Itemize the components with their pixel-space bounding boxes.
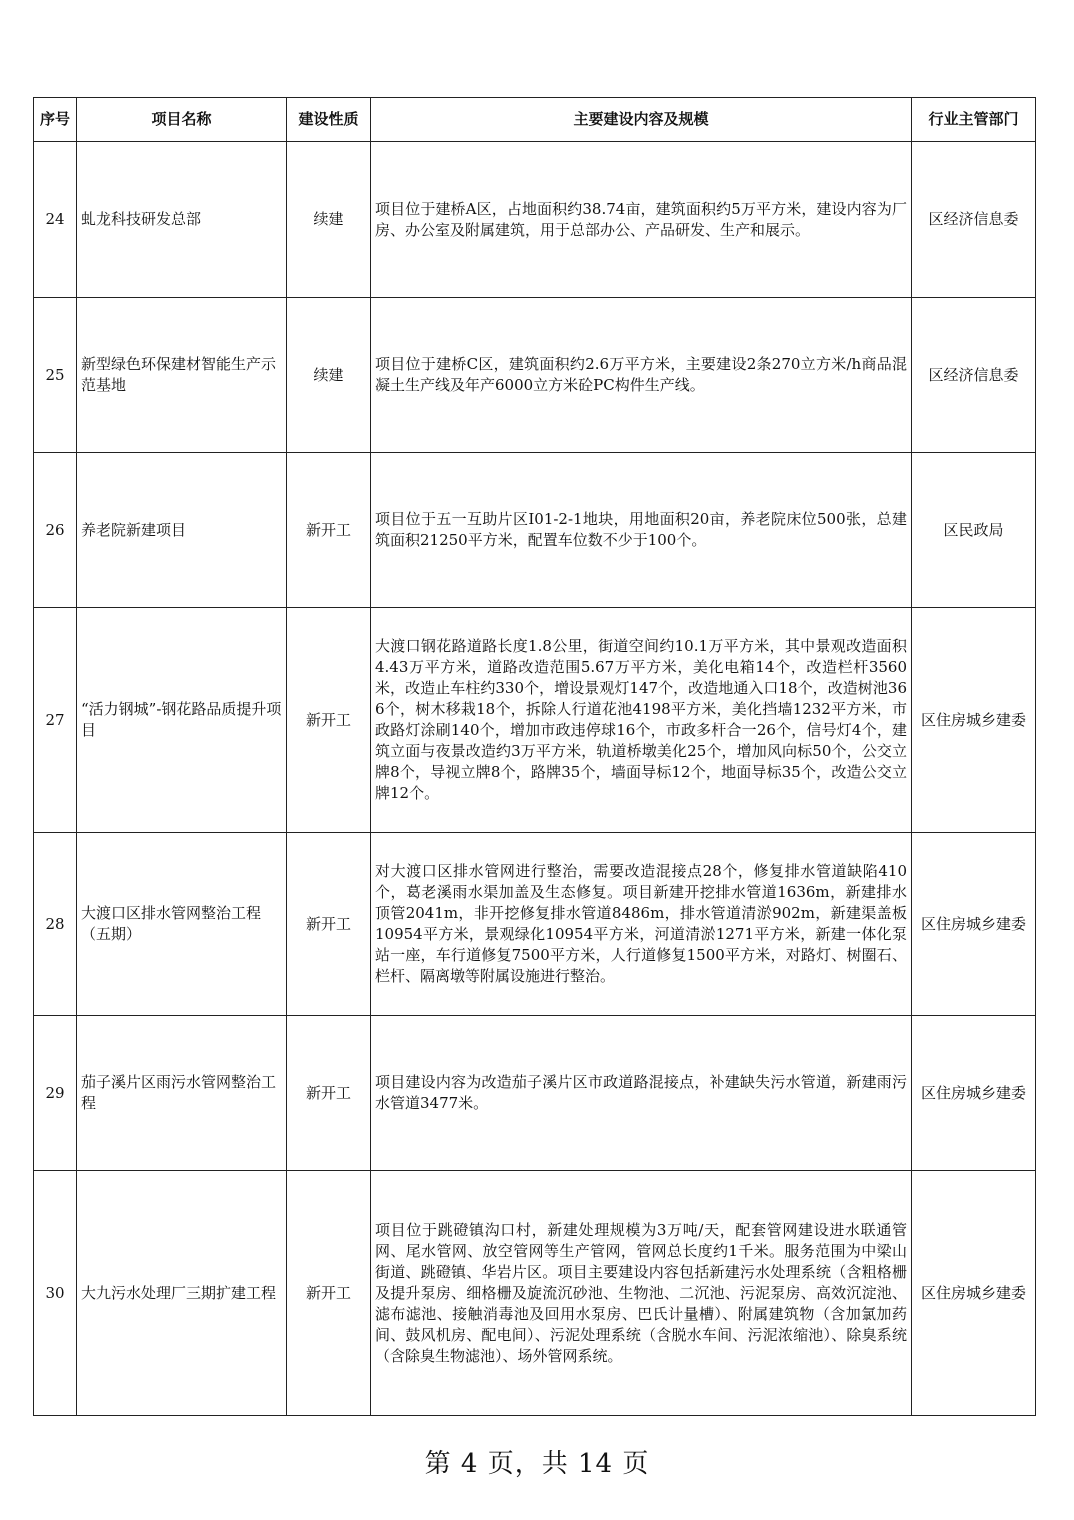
row-main-content: 项目位于五一互助片区I01-2-1地块，用地面积20亩，养老院床位500张，总建筑面积21250平方米，配置车位数不少于100个。	[371, 453, 912, 608]
project-table	[33, 97, 1036, 1416]
row-project-name: 大渡口区排水管网整治工程（五期）	[77, 833, 287, 1016]
row-serial-no: 24	[34, 142, 77, 298]
row-main-content: 项目位于建桥A区，占地面积约38.74亩，建筑面积约5万平方米，建设内容为厂房、办公室及附属建筑，用于总部办公、产品研发、生产和展示。	[371, 142, 912, 298]
row-project-name: 虬龙科技研发总部	[77, 142, 287, 298]
row-serial-no: 26	[34, 453, 77, 608]
row-department: 区经济信息委	[912, 142, 1036, 298]
row-construction-nature: 新开工	[287, 1171, 371, 1416]
row-construction-nature: 新开工	[287, 608, 371, 833]
row-department: 区民政局	[912, 453, 1036, 608]
row-construction-nature: 新开工	[287, 833, 371, 1016]
row-project-name: 茄子溪片区雨污水管网整治工程	[77, 1016, 287, 1171]
row-construction-nature: 续建	[287, 298, 371, 453]
page-number-footer: 第 4 页，共 14 页	[424, 1449, 650, 1479]
row-project-name: 大九污水处理厂三期扩建工程	[77, 1171, 287, 1416]
table-row	[34, 1171, 1036, 1416]
row-main-content: 项目建设内容为改造茄子溪片区市政道路混接点，补建缺失污水管道，新建雨污水管道3477米。	[371, 1016, 912, 1171]
row-project-name: 养老院新建项目	[77, 453, 287, 608]
row-project-name: 新型绿色环保建材智能生产示范基地	[77, 298, 287, 453]
row-project-name: “活力钢城”-钢花路品质提升项目	[77, 608, 287, 833]
row-construction-nature: 新开工	[287, 453, 371, 608]
table-row	[34, 453, 1036, 608]
row-construction-nature: 新开工	[287, 1016, 371, 1171]
row-serial-no: 28	[34, 833, 77, 1016]
row-serial-no: 29	[34, 1016, 77, 1171]
header-construction-nature: 建设性质	[287, 98, 371, 142]
table-header-row	[34, 98, 1036, 142]
table-row	[34, 1016, 1036, 1171]
table-row	[34, 298, 1036, 453]
row-construction-nature: 续建	[287, 142, 371, 298]
row-main-content: 对大渡口区排水管网进行整治，需要改造混接点28个，修复排水管道缺陷410个，葛老溪雨水渠加盖及生态修复。项目新建开挖排水管道1636m，新建排水顶管2041m，非开挖修复排水管道8486m，排水管道清淤902m，新建渠盖板10954平方米，景观绿化10954平方米，河道清淤1271平方米，新建一体化泵站一座，车行道修复7500平方米，人行道修复1500平方米，对路灯、树圈石、栏杆、隔离墩等附属设施进行整治。	[371, 833, 912, 1016]
table-row	[34, 142, 1036, 298]
table-row	[34, 608, 1036, 833]
header-main-content: 主要建设内容及规模	[371, 98, 912, 142]
row-department: 区经济信息委	[912, 298, 1036, 453]
row-department: 区住房城乡建委	[912, 608, 1036, 833]
header-serial-no: 序号	[34, 98, 77, 142]
row-department: 区住房城乡建委	[912, 833, 1036, 1016]
row-serial-no: 27	[34, 608, 77, 833]
row-serial-no: 25	[34, 298, 77, 453]
row-serial-no: 30	[34, 1171, 77, 1416]
row-department: 区住房城乡建委	[912, 1171, 1036, 1416]
row-department: 区住房城乡建委	[912, 1016, 1036, 1171]
table-row	[34, 833, 1036, 1016]
row-main-content: 项目位于建桥C区，建筑面积约2.6万平方米，主要建设2条270立方米/h商品混凝土生产线及年产6000立方米砼PC构件生产线。	[371, 298, 912, 453]
row-main-content: 大渡口钢花路道路长度1.8公里，街道空间约10.1万平方米，其中景观改造面积4.43万平方米，道路改造范围5.67万平方米，美化电箱14个，改造栏杆3560米，改造止车柱约330个，增设景观灯147个，改造地通入口18个，改造树池366个，树木移栽18个，拆除人行道花池4198平方米，美化挡墙1232平方米，市政路灯涂刷140个，增加市政违停球16个，市政多杆合一26个，信号灯4个，建筑立面与夜景改造约3万平方米，轨道桥墩美化25个，增加风向标50个，公交立牌8个，导视立牌8个，路牌35个，墙面导标12个，地面导标35个，改造公交立牌12个。	[371, 608, 912, 833]
header-department: 行业主管部门	[912, 98, 1036, 142]
header-project-name: 项目名称	[77, 98, 287, 142]
row-main-content: 项目位于跳磴镇沟口村，新建处理规模为3万吨/天，配套管网建设进水联通管网、尾水管网、放空管网等生产管网，管网总长度约1千米。服务范围为中梁山街道、跳磴镇、华岩片区。项目主要建设内容包括新建污水处理系统（含粗格栅及提升泵房、细格栅及旋流沉砂池、生物池、二沉池、污泥泵房、高效沉淀池、滤布滤池、接触消毒池及回用水泵房、巴氏计量槽）、附属建筑物（含加氯加药间、鼓风机房、配电间）、污泥处理系统（含脱水车间、污泥浓缩池）、除臭系统（含除臭生物滤池）、场外管网系统。	[371, 1171, 912, 1416]
